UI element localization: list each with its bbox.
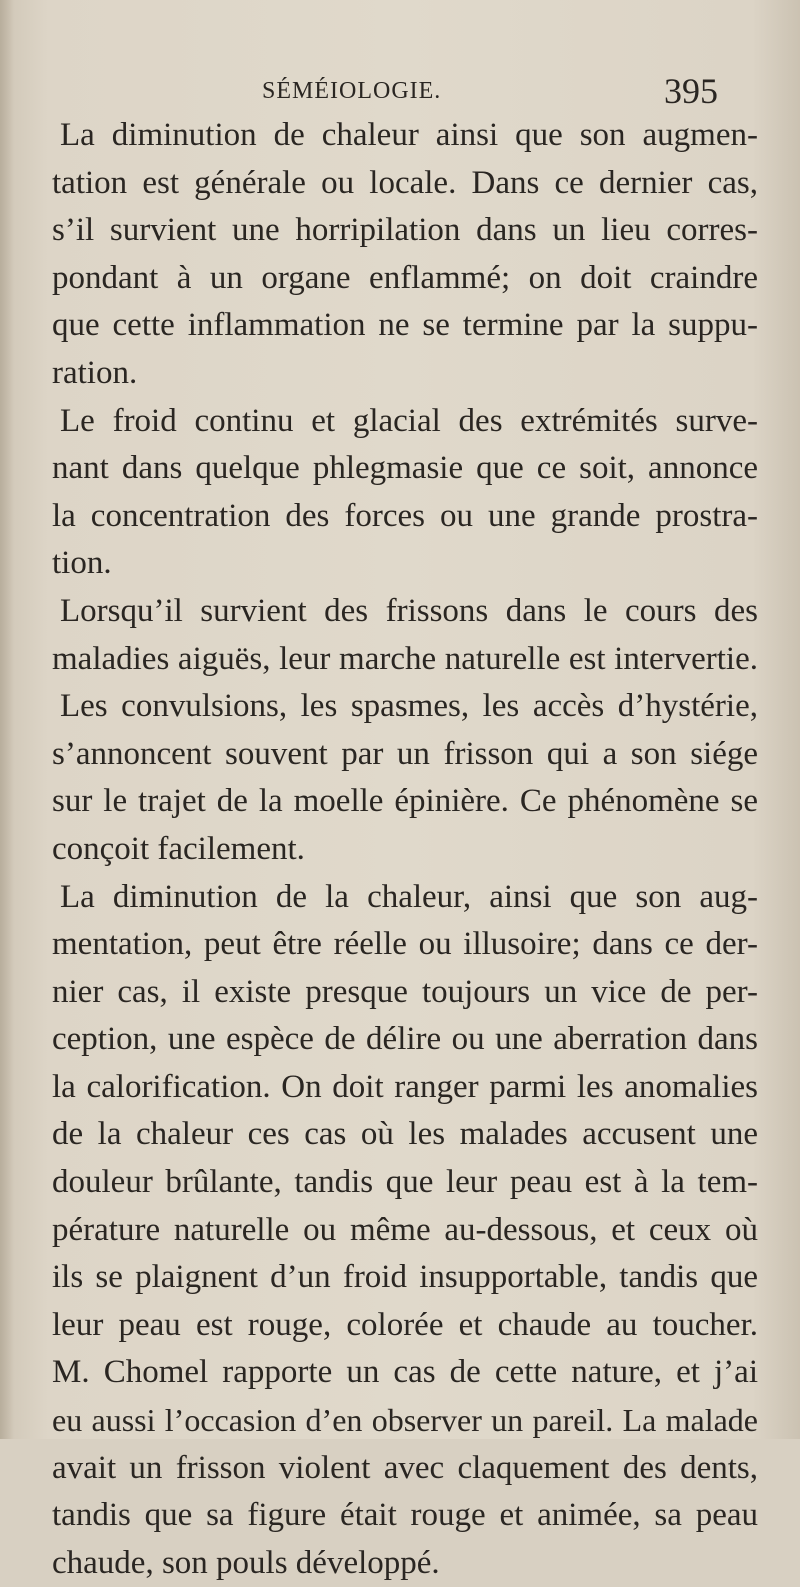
text-line: Lorsqu’il survient des frissons dans le cours des (60, 592, 758, 629)
text-line: maladies aiguës, leur marche naturelle est intervertie. (52, 640, 758, 677)
text-line: pondant à un organe enflammé; on doit craindre (52, 259, 758, 296)
text-line: s’il survient une horripilation dans un lieu corres- (52, 212, 758, 249)
text-line: douleur brûlante, tandis que leur peau est à la tem- (52, 1164, 758, 1201)
text-line: avait un frisson violent avec claquement des dents, (52, 1449, 758, 1486)
text-line: leur peau est rouge, colorée et chaude au toucher. (52, 1306, 758, 1343)
text-line: tion. (52, 545, 112, 582)
text-line: la concentration des forces ou une grande prostra- (52, 497, 758, 534)
text-line: pérature naturelle ou même au-dessous, et ceux où (52, 1211, 758, 1248)
text-line: la calorification. On doit ranger parmi les anomalies (52, 1068, 758, 1105)
text-line: conçoit facilement. (52, 830, 305, 867)
text-line: que cette inflammation ne se termine par la suppu- (52, 307, 758, 344)
page-number: 395 (664, 71, 718, 111)
text-line: chaude, son pouls développé. (52, 1544, 440, 1581)
body-text (52, 112, 758, 1587)
text-line: s’annoncent souvent par un frisson qui a son siége (52, 735, 758, 772)
text-line: ration. (52, 354, 138, 391)
running-head: SÉMÉIOLOGIE. (262, 78, 442, 104)
text-line: ception, une espèce de délire ou une aberration dans (52, 1021, 758, 1058)
text-line: M. Chomel rapporte un cas de cette nature, et j’ai (52, 1354, 758, 1391)
text-line: Les convulsions, les spasmes, les accès d’hystérie, (60, 688, 758, 725)
text-line: ils se plaignent d’un froid insupportable, tandis que (52, 1259, 758, 1296)
text-line: mentation, peut être réelle ou illusoire; dans ce der- (52, 926, 758, 963)
text-line: tation est générale ou locale. Dans ce dernier cas, (52, 164, 758, 201)
text-line: sur le trajet de la moelle épinière. Ce phénomène se (52, 783, 758, 820)
page-gutter-shadow (0, 0, 14, 1439)
text-line: eu aussi l’occasion d’en observer un pareil. La malade (52, 1402, 758, 1439)
text-line: La diminution de la chaleur, ainsi que son aug- (60, 878, 758, 915)
text-line: Le froid continu et glacial des extrémités surve- (60, 402, 758, 439)
text-line: nant dans quelque phlegmasie que ce soit, annonce (52, 450, 758, 487)
text-line: La diminution de chaleur ainsi que son augmen- (60, 117, 758, 153)
text-line: nier cas, il existe presque toujours un vice de per- (52, 973, 758, 1010)
text-line: tandis que sa figure était rouge et animée, sa peau (52, 1497, 758, 1534)
text-line: de la chaleur ces cas où les malades accusent une (52, 1116, 758, 1153)
